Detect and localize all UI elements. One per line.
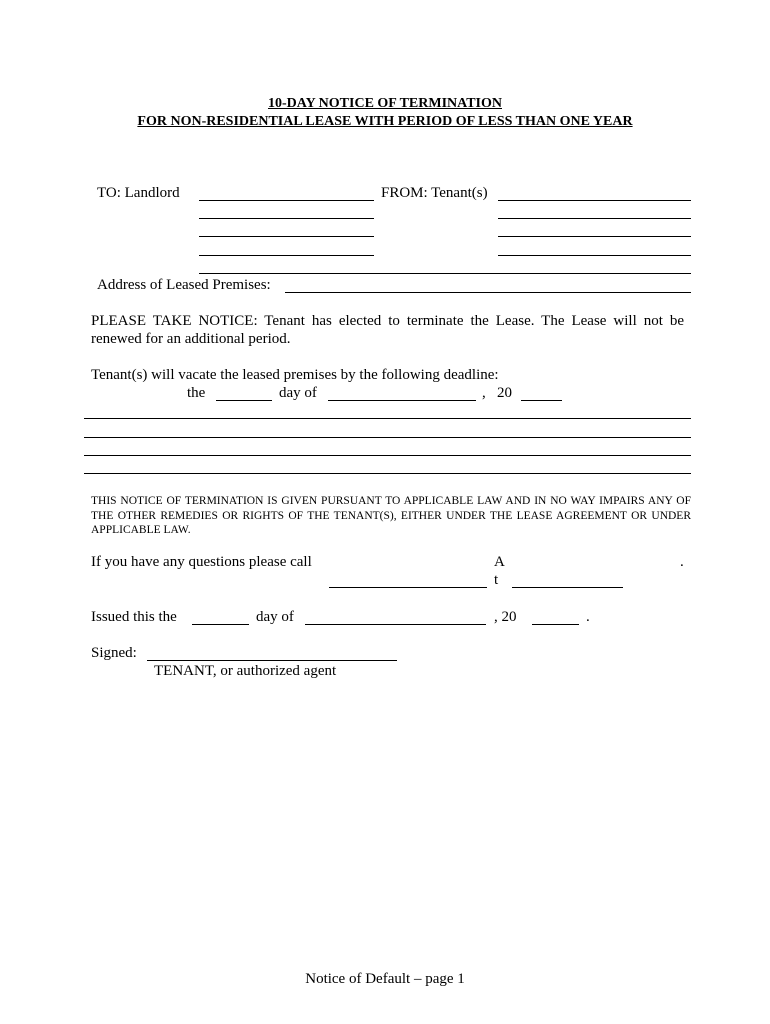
- issued-year-field[interactable]: [532, 624, 579, 625]
- landlord-name-line-1[interactable]: [199, 200, 374, 201]
- blank-line-2[interactable]: [84, 437, 691, 438]
- signer-caption: TENANT, or authorized agent: [154, 663, 337, 679]
- tenant-name-line-1[interactable]: [498, 200, 691, 201]
- signature-field[interactable]: [147, 660, 397, 661]
- title-line-2: FOR NON-RESIDENTIAL LEASE WITH PERIOD OF LESS THAN ONE YEAR: [137, 114, 633, 129]
- vacate-line: Tenant(s) will vacate the leased premises by the following deadline:: [91, 367, 499, 383]
- issued-period: .: [586, 609, 590, 625]
- title-line-1: 10-DAY NOTICE OF TERMINATION: [267, 96, 502, 111]
- issued-day-of: day of: [256, 609, 294, 625]
- deadline-year-field[interactable]: [521, 400, 562, 401]
- address-line[interactable]: [285, 292, 691, 293]
- phone-number-field[interactable]: [512, 587, 623, 588]
- landlord-name-line-3[interactable]: [199, 236, 374, 237]
- tenant-name-line-2[interactable]: [498, 218, 691, 219]
- at-letter-t: t: [494, 572, 499, 588]
- issued-label: Issued this the: [91, 609, 177, 625]
- landlord-name-line-2[interactable]: [199, 218, 374, 219]
- at-letter-a: A: [494, 554, 505, 570]
- legal-notice-text: THIS NOTICE OF TERMINATION IS GIVEN PURSUANT TO APPLICABLE LAW AND IN NO WAY IMPAIRS ANY OF THE OTHER REMEDIES OR RIGHTS OF THE TENANT(S), EITHER UNDER THE LEASE AGREEMENT OR UNDER APPLICABLE LAW.: [91, 495, 691, 536]
- deadline-day-of: day of: [279, 385, 317, 401]
- deadline-comma: ,: [482, 385, 486, 401]
- deadline-day-field[interactable]: [216, 400, 272, 401]
- tenant-name-line-4[interactable]: [498, 255, 691, 256]
- blank-line-3[interactable]: [84, 455, 691, 456]
- to-landlord-label: TO: Landlord: [97, 185, 180, 201]
- issued-twenty: , 20: [494, 609, 517, 625]
- questions-period: .: [680, 554, 684, 570]
- notice-paragraph: PLEASE TAKE NOTICE: Tenant has elected to terminate the Lease. The Lease will not be renewed for an additional period.: [91, 313, 684, 347]
- address-line-upper[interactable]: [199, 273, 691, 274]
- from-tenant-label: FROM: Tenant(s): [381, 185, 488, 201]
- deadline-the: the: [187, 385, 206, 401]
- issued-month-field[interactable]: [305, 624, 486, 625]
- page-footer: Notice of Default – page 1: [305, 971, 465, 987]
- questions-label: If you have any questions please call: [91, 554, 312, 570]
- deadline-month-field[interactable]: [328, 400, 476, 401]
- deadline-twenty: 20: [497, 385, 512, 401]
- signed-label: Signed:: [91, 645, 137, 661]
- tenant-name-line-3[interactable]: [498, 236, 691, 237]
- phone-contact-field[interactable]: [329, 587, 487, 588]
- blank-line-1[interactable]: [84, 418, 691, 419]
- blank-line-4[interactable]: [84, 473, 691, 474]
- address-label: Address of Leased Premises:: [97, 277, 271, 293]
- landlord-name-line-4[interactable]: [199, 255, 374, 256]
- issued-day-field[interactable]: [192, 624, 249, 625]
